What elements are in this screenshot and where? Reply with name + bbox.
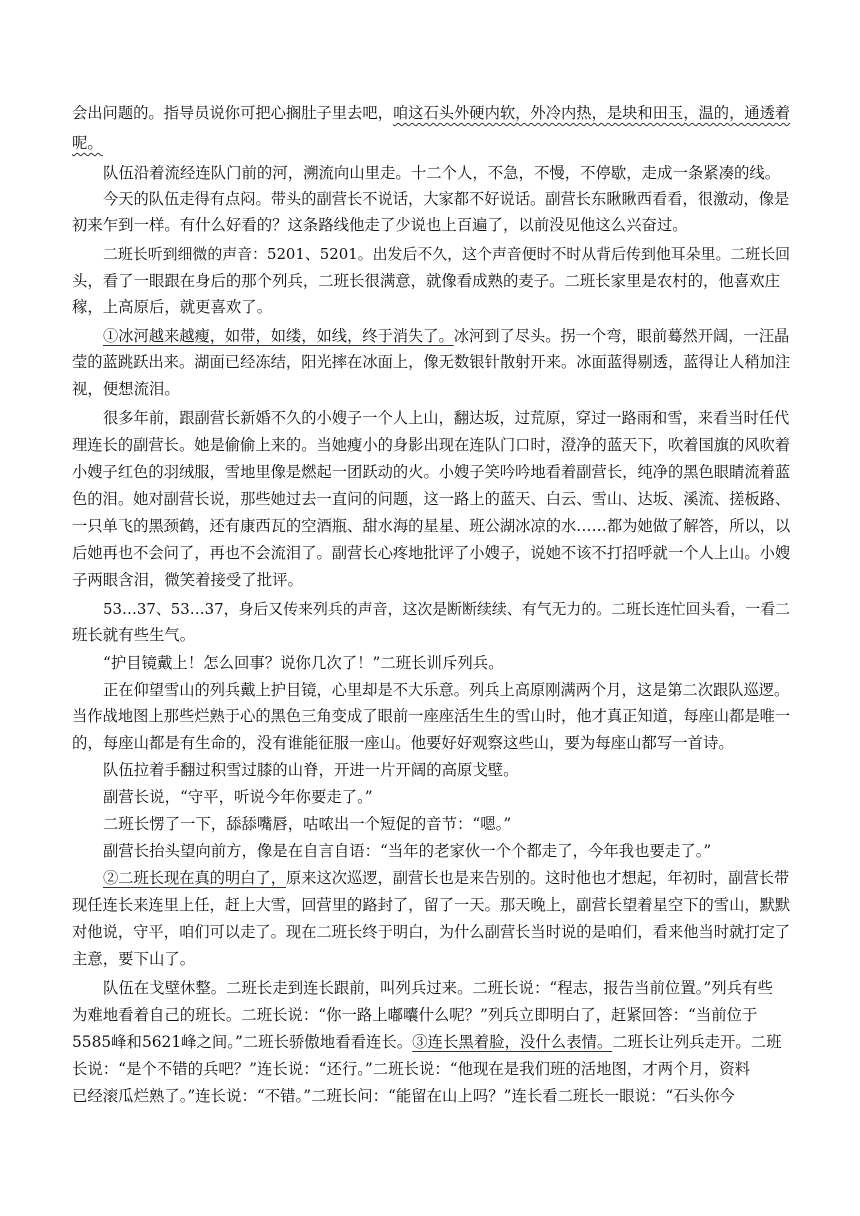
plain-text: 冰河到了尽头。拐一个弯，眼前蓦然开阔，一汪晶 [453, 327, 790, 345]
text-line-26 [103, 787, 373, 807]
plain-text: 会出问题的。指导员说你可把心搁肚子里去吧， [72, 104, 393, 122]
text-line-25 [103, 760, 519, 780]
plain-text: 初来乍到一样。有什么好看的？这条路线他走了少说也上百遍了，以前没见他这么兴奋过。 [72, 216, 688, 234]
text-line-11 [72, 379, 180, 399]
plain-text: 对他说，守平，咱们可以走了。现在二班长终于明白，为什么副营长当时说的是咱们，看来他当时就打定了 [72, 923, 791, 941]
underlined-text: ③连长黑着脸，没什么表情。 [412, 1033, 613, 1051]
plain-text: 很多年前，跟副营长新婚不久的小嫂子一个人上山，翻达坂，过荒原，穿过一路雨和雪，来看当时任代 [103, 409, 790, 427]
text-line-10 [72, 352, 790, 372]
text-line-13 [72, 435, 790, 455]
plain-text: 现任连长来连里上任，赶上大雪，回营里的路封了，留了一天。那天晚上，副营长望着星空下的雪山，默默 [72, 896, 791, 914]
plain-text: 当作战地图上那些烂熟于心的黑色三角变成了眼前一座座活生生的雪山时，他才真正知道，每座山都是唯一 [72, 707, 791, 725]
text-line-18 [72, 570, 303, 590]
plain-text: 一只单飞的黑颈鹤，还有康西瓦的空酒瓶、甜水海的星星、班公湖冰凉的水……都为她做了解答，所以，以 [72, 517, 791, 535]
text-line-19 [103, 599, 790, 619]
plain-text: 主意，要下山了。 [72, 950, 196, 968]
plain-text: 二班长让列兵走开。二班 [612, 1033, 782, 1051]
text-line-22 [103, 680, 789, 700]
text-line-7 [72, 271, 780, 291]
text-line-35 [72, 1032, 782, 1052]
text-line-4 [103, 189, 789, 209]
text-line-29 [103, 868, 789, 888]
text-line-16 [72, 516, 790, 536]
text-line-6 [103, 244, 790, 264]
plain-text: 为难地看着自己的班长。二班长说：“你一路上嘟囔什么呢？”列兵立即明白了，赶紧回答：“当前位于 [72, 1006, 758, 1024]
plain-text: 队伍在戈壁休整。二班长走到连长跟前，叫列兵过来。二班长说：“程志，报告当前位置。”列兵有些 [103, 979, 773, 997]
text-line-31 [72, 922, 790, 942]
plain-text: 后她再也不会问了，再也不会流泪了。副营长心疼地批评了小嫂子，说她不该不打招呼就一个人上山。小嫂 [72, 544, 791, 562]
underlined-text: ①冰河越来越瘦，如带，如缕，如线，终于消失了。 [103, 327, 454, 345]
plain-text: 53…37、53…37，身后又传来列兵的声音，这次是断断续续、有气无力的。二班长连忙回头看，一看二 [103, 600, 791, 618]
text-line-2 [72, 133, 103, 153]
text-line-5 [72, 215, 688, 235]
plain-text: 头，看了一眼跟在身后的那个列兵，二班长很满意，就像看成熟的麦子。二班长家里是农村的，他喜欢庄 [72, 272, 780, 290]
plain-text: “护目镜戴上！怎么回事？说你几次了！”二班长训斥列兵。 [103, 654, 504, 672]
text-line-3 [103, 163, 780, 183]
text-line-1 [72, 103, 790, 123]
plain-text: 班长就有些生气。 [72, 626, 196, 644]
plain-text: 副营长说，“守平，听说今年你要走了。” [103, 788, 373, 806]
plain-text: 副营长抬头望向前方，像是在自言自语：“当年的老家伙一个个都走了，今年我也要走了。” [103, 842, 712, 860]
text-line-32 [72, 949, 195, 969]
plain-text: 的，每座山都是有生命的，没有谁能征服一座山。他要好好观察这些山，要为每座山都写一首诗。 [72, 734, 734, 752]
plain-text: 队伍沿着流经连队门前的河，溯流向山里走。十二个人，不急，不慢，不停歇，走成一条紧凑的线。 [103, 164, 781, 182]
plain-text: 色的泪。她对副营长说，那些她过去一直问的问题，这一路上的蓝天、白云、雪山、达坂、溪流、搓板路、 [72, 490, 791, 508]
plain-text: 子两眼含泪，微笑着接受了批评。 [72, 571, 303, 589]
plain-text: 已经滚瓜烂熟了。”连长说：“不错。”二班长问：“能留在山上吗？”连长看二班长一眼说：“石头你今 [72, 1087, 735, 1105]
text-line-20 [72, 625, 195, 645]
plain-text: 二班长听到细微的声音：5201、5201。出发后不久，这个声音便时不时从背后传到他耳朵里。二班长回 [103, 245, 791, 263]
text-line-28 [103, 841, 711, 861]
text-line-30 [72, 895, 790, 915]
plain-text: 长说：“是个不错的兵吧？”连长说：“还行。”二班长说：“他现在是我们班的活地图，才两个月，资料 [72, 1060, 751, 1078]
plain-text: 二班长愣了一下，舔舔嘴唇，咕哝出一个短促的音节：“嗯。” [103, 815, 512, 833]
wavy-underlined-text: 咱这石头外硬内软，外冷内热，是块和田玉，温的，通透着 [392, 104, 791, 122]
plain-text: 队伍拉着手翻过积雪过膝的山脊，开进一片开阔的高原戈壁。 [103, 761, 519, 779]
text-line-36 [72, 1059, 750, 1079]
plain-text: 视，便想流泪。 [72, 380, 180, 398]
text-line-24 [72, 733, 734, 753]
text-line-37 [72, 1086, 735, 1106]
plain-text: 稼，上高原后，就更喜欢了。 [72, 298, 273, 316]
text-line-33 [103, 978, 773, 998]
text-line-8 [72, 297, 272, 317]
plain-text: 5585峰和5621峰之间。”二班长骄傲地看看连长。 [72, 1033, 413, 1051]
underlined-text: ②二班长现在真的明白了， [103, 869, 286, 887]
text-line-15 [72, 489, 790, 509]
text-line-27 [103, 814, 511, 834]
text-line-23 [72, 706, 790, 726]
plain-text: 正在仰望雪山的列兵戴上护目镜，心里却是不大乐意。列兵上高原刚满两个月，这是第二次跟队巡逻。 [103, 681, 790, 699]
text-line-9 [103, 326, 789, 346]
text-line-12 [103, 408, 789, 428]
plain-text: 理连长的副营长。她是偷偷上来的。当她瘦小的身影出现在连队门口时，澄净的蓝天下，吹着国旗的风吹着 [72, 436, 791, 454]
plain-text: 小嫂子红色的羽绒服，雪地里像是燃起一团跃动的火。小嫂子笑吟吟地看着副营长，纯净的黑色眼睛流着蓝 [72, 463, 791, 481]
wavy-underlined-text: 呢。 [72, 134, 103, 152]
plain-text: 原来这次巡逻，副营长也是来告别的。这时他也才想起，年初时，副营长带 [286, 869, 790, 887]
text-line-14 [72, 462, 790, 482]
text-line-34 [72, 1005, 757, 1025]
plain-text: 今天的队伍走得有点闷。带头的副营长不说话，大家都不好说话。副营长东瞅瞅西看看，很激动，像是 [103, 190, 790, 208]
plain-text: 莹的蓝跳跃出来。湖面已经冻结，阳光摔在冰面上，像无数银针散射开来。冰面蓝得剔透，蓝得让人稍加注 [72, 353, 791, 371]
text-line-21 [103, 653, 504, 673]
text-line-17 [72, 543, 790, 563]
